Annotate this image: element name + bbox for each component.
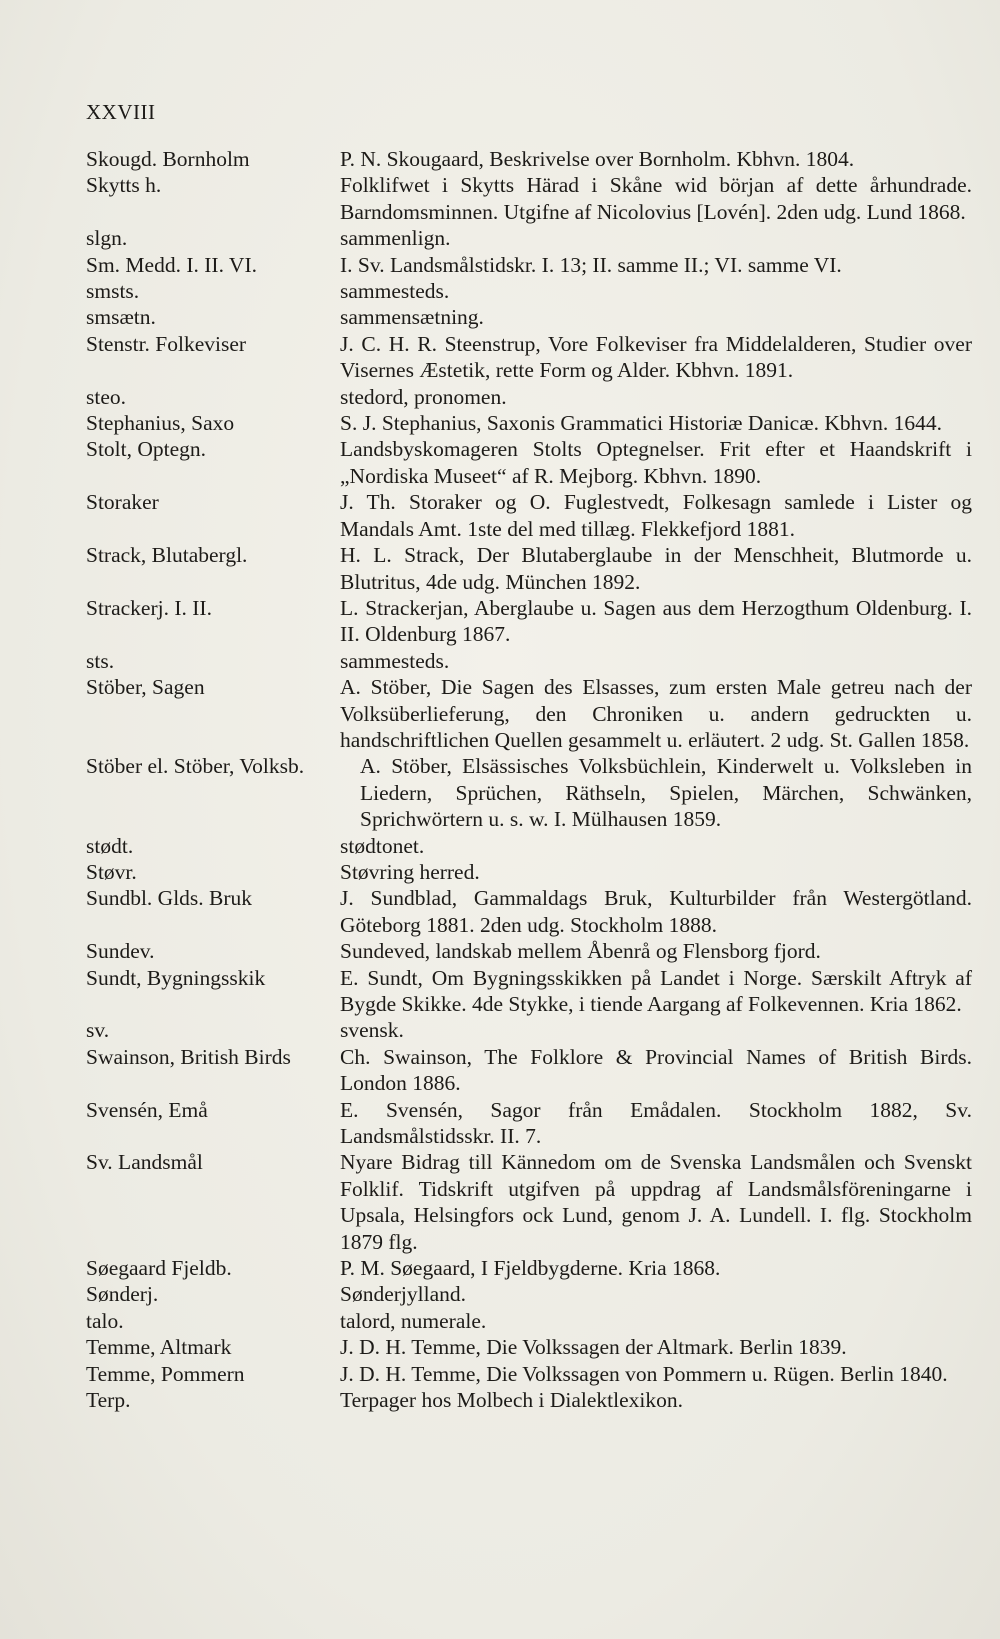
entry-description: svensk. [340, 1018, 404, 1043]
entry-description: A. Stöber, Die Sagen des Elsasses, zum ersten Male getreu nach der Volksüberlieferung, den Chroniken u. andern gedruckten u. handschriftlichen Quellen gesammelt u. erläutert. 2 udg. St. Gallen 1858. [340, 675, 972, 752]
entry-description: Terpager hos Molbech i Dialektlexikon. [340, 1388, 683, 1413]
entry-abbreviation: Strackerj. I. II. [86, 595, 212, 620]
list-item [0, 753, 1000, 832]
list-item [0, 1281, 1000, 1307]
entry-abbreviation: Stolt, Optegn. [86, 437, 207, 462]
entry-abbreviation: Stöber el. Stöber, Volksb. [86, 754, 305, 779]
entry-abbreviation: Søegaard Fjeldb. [86, 1256, 232, 1281]
list-item [0, 833, 1000, 859]
list-item [0, 436, 1000, 489]
list-item [0, 225, 1000, 251]
entry-abbreviation: Sundev. [86, 939, 155, 964]
entry-description: E. Svensén, Sagor från Emådalen. Stockholm 1882, Sv. Landsmålstidsskr. II. 7. [340, 1097, 972, 1149]
entry-description: J. D. H. Temme, Die Volkssagen von Pommern u. Rügen. Berlin 1840. [340, 1361, 948, 1386]
entry-description: H. L. Strack, Der Blutaberglaube in der Menschheit, Blutmorde u. Blutritus, 4de udg. München 1892. [340, 543, 972, 594]
list-item [0, 1097, 1000, 1150]
entry-abbreviation: Temme, Altmark [86, 1335, 232, 1360]
list-item [0, 331, 1000, 384]
entry-abbreviation: Temme, Pommern [86, 1361, 245, 1386]
entry-description: sammesteds. [340, 279, 450, 304]
list-item [0, 410, 1000, 436]
list-item [0, 1149, 1000, 1255]
entry-abbreviation: smsts. [86, 279, 140, 304]
list-item [0, 1334, 1000, 1360]
entry-description: E. Sundt, Om Bygningsskikken på Landet i Norge. Særskilt Aftryk af Bygde Skikke. 4de Stykke, i tiende Aargang af Folkevennen. Kria 1862. [340, 965, 972, 1016]
entry-description: L. Strackerjan, Aberglaube u. Sagen aus dem Herzogthum Oldenburg. I. II. Oldenburg 1867. [340, 595, 972, 647]
entry-abbreviation: Terp. [86, 1388, 131, 1413]
entry-abbreviation: sts. [86, 648, 115, 673]
entry-abbreviation: talo. [86, 1308, 124, 1333]
page-number: XXVIII [86, 100, 156, 124]
entry-description: A. Stöber, Elsässisches Volksbüchlein, Kinderwelt u. Volksleben in Liedern, Sprüchen, Räthseln, Spielen, Märchen, Schwänken, Sprichwörtern u. s. w. I. Mülhausen 1859. [360, 754, 972, 832]
entry-description: Sønderjylland. [340, 1282, 466, 1307]
entry-abbreviation: slgn. [86, 226, 128, 251]
entry-abbreviation: Sundbl. Glds. Bruk [86, 886, 253, 911]
entry-abbreviation: Sønderj. [86, 1282, 159, 1307]
list-item [0, 278, 1000, 304]
entry-description: Nyare Bidrag till Kännedom om de Svenska Landsmålen och Svenskt Folklif. Tidskrift utgifven på uppdrag af Landsmålsföreningarne i Upsala, Helsingfors ock Lund, genom J. A. Lundell. I. flg. Stockholm 1879 flg. [340, 1150, 972, 1254]
list-item [0, 1361, 1000, 1387]
entry-description: Sundeved, landskab mellem Åbenrå og Flensborg fjord. [340, 939, 821, 964]
list-item [0, 648, 1000, 674]
list-item [0, 489, 1000, 542]
list-item [0, 1255, 1000, 1281]
entry-description: sammenlign. [340, 226, 451, 251]
entry-abbreviation: Swainson, British Birds [86, 1044, 291, 1069]
entry-abbreviation: steo. [86, 384, 127, 409]
entry-abbreviation: Svensén, Emå [86, 1097, 208, 1122]
entry-abbreviation: Sm. Medd. I. II. VI. [86, 252, 257, 277]
entry-abbreviation: Sv. Landsmål [86, 1150, 203, 1175]
entry-description: Landsbyskomageren Stolts Optegnelser. Frit efter et Haandskrift i „Nordiska Museet“ af R. Mejborg. Kbhvn. 1890. [340, 437, 972, 488]
list-item [0, 304, 1000, 330]
entry-abbreviation: Stephanius, Saxo [86, 411, 235, 436]
entry-abbreviation: Strack, Blutabergl. [86, 543, 248, 568]
entry-abbreviation: Skytts h. [86, 173, 162, 198]
abbreviation-list [0, 146, 1000, 1414]
list-item [0, 938, 1000, 964]
entry-abbreviation: Støvr. [86, 859, 137, 884]
entry-description: I. Sv. Landsmålstidskr. I. 13; II. samme II.; VI. samme VI. [340, 252, 842, 277]
entry-abbreviation: Skougd. Bornholm [86, 147, 250, 171]
list-item [0, 384, 1000, 410]
list-item [0, 1387, 1000, 1413]
entry-abbreviation: Storaker [86, 490, 159, 515]
entry-description: J. Th. Storaker og O. Fuglestvedt, Folkesagn samlede i Lister og Mandals Amt. 1ste del med tillæg. Flekkefjord 1881. [340, 490, 972, 541]
entry-description: sammesteds. [340, 648, 450, 673]
list-item [0, 674, 1000, 753]
list-item [0, 1017, 1000, 1043]
entry-description: J. C. H. R. Steenstrup, Vore Folkeviser fra Middelalderen, Studier over Visernes Æstetik, rette Form og Alder. Kbhvn. 1891. [340, 331, 972, 383]
entry-abbreviation: Stenstr. Folkeviser [86, 331, 247, 356]
list-item [0, 252, 1000, 278]
entry-description: stedord, pronomen. [340, 384, 507, 409]
entry-description: talord, numerale. [340, 1308, 487, 1333]
entry-description: Ch. Swainson, The Folklore & Provincial Names of British Birds. London 1886. [340, 1044, 972, 1096]
list-item [0, 595, 1000, 648]
entry-description: J. D. H. Temme, Die Volkssagen der Altmark. Berlin 1839. [340, 1335, 847, 1360]
list-item [0, 1308, 1000, 1334]
entry-description: P. N. Skougaard, Beskrivelse over Bornholm. Kbhvn. 1804. [340, 147, 855, 171]
entry-description: Støvring herred. [340, 859, 480, 884]
entry-description: stødtonet. [340, 833, 425, 858]
list-item [0, 146, 1000, 172]
entry-abbreviation: stødt. [86, 833, 134, 858]
entry-abbreviation: Sundt, Bygningsskik [86, 965, 266, 990]
entry-description: sammensætning. [340, 305, 484, 330]
list-item [0, 885, 1000, 938]
entry-description: S. J. Stephanius, Saxonis Grammatici Historiæ Danicæ. Kbhvn. 1644. [340, 411, 942, 436]
list-item [0, 1044, 1000, 1097]
list-item [0, 542, 1000, 595]
list-item [0, 859, 1000, 885]
list-item [0, 172, 1000, 225]
entry-description: Folklifwet i Skytts Härad i Skåne wid början af dette århundrade. Barndomsminnen. Utgifne af Nicolovius [Lovén]. 2den udg. Lund 1868. [340, 173, 972, 224]
entry-description: J. Sundblad, Gammaldags Bruk, Kulturbilder från Westergötland. Göteborg 1881. 2den udg. Stockholm 1888. [340, 886, 972, 937]
entry-description: P. M. Søegaard, I Fjeldbygderne. Kria 1868. [340, 1256, 721, 1281]
entry-abbreviation: smsætn. [86, 305, 156, 330]
list-item [0, 965, 1000, 1018]
entry-abbreviation: sv. [86, 1018, 110, 1043]
entry-abbreviation: Stöber, Sagen [86, 675, 205, 700]
